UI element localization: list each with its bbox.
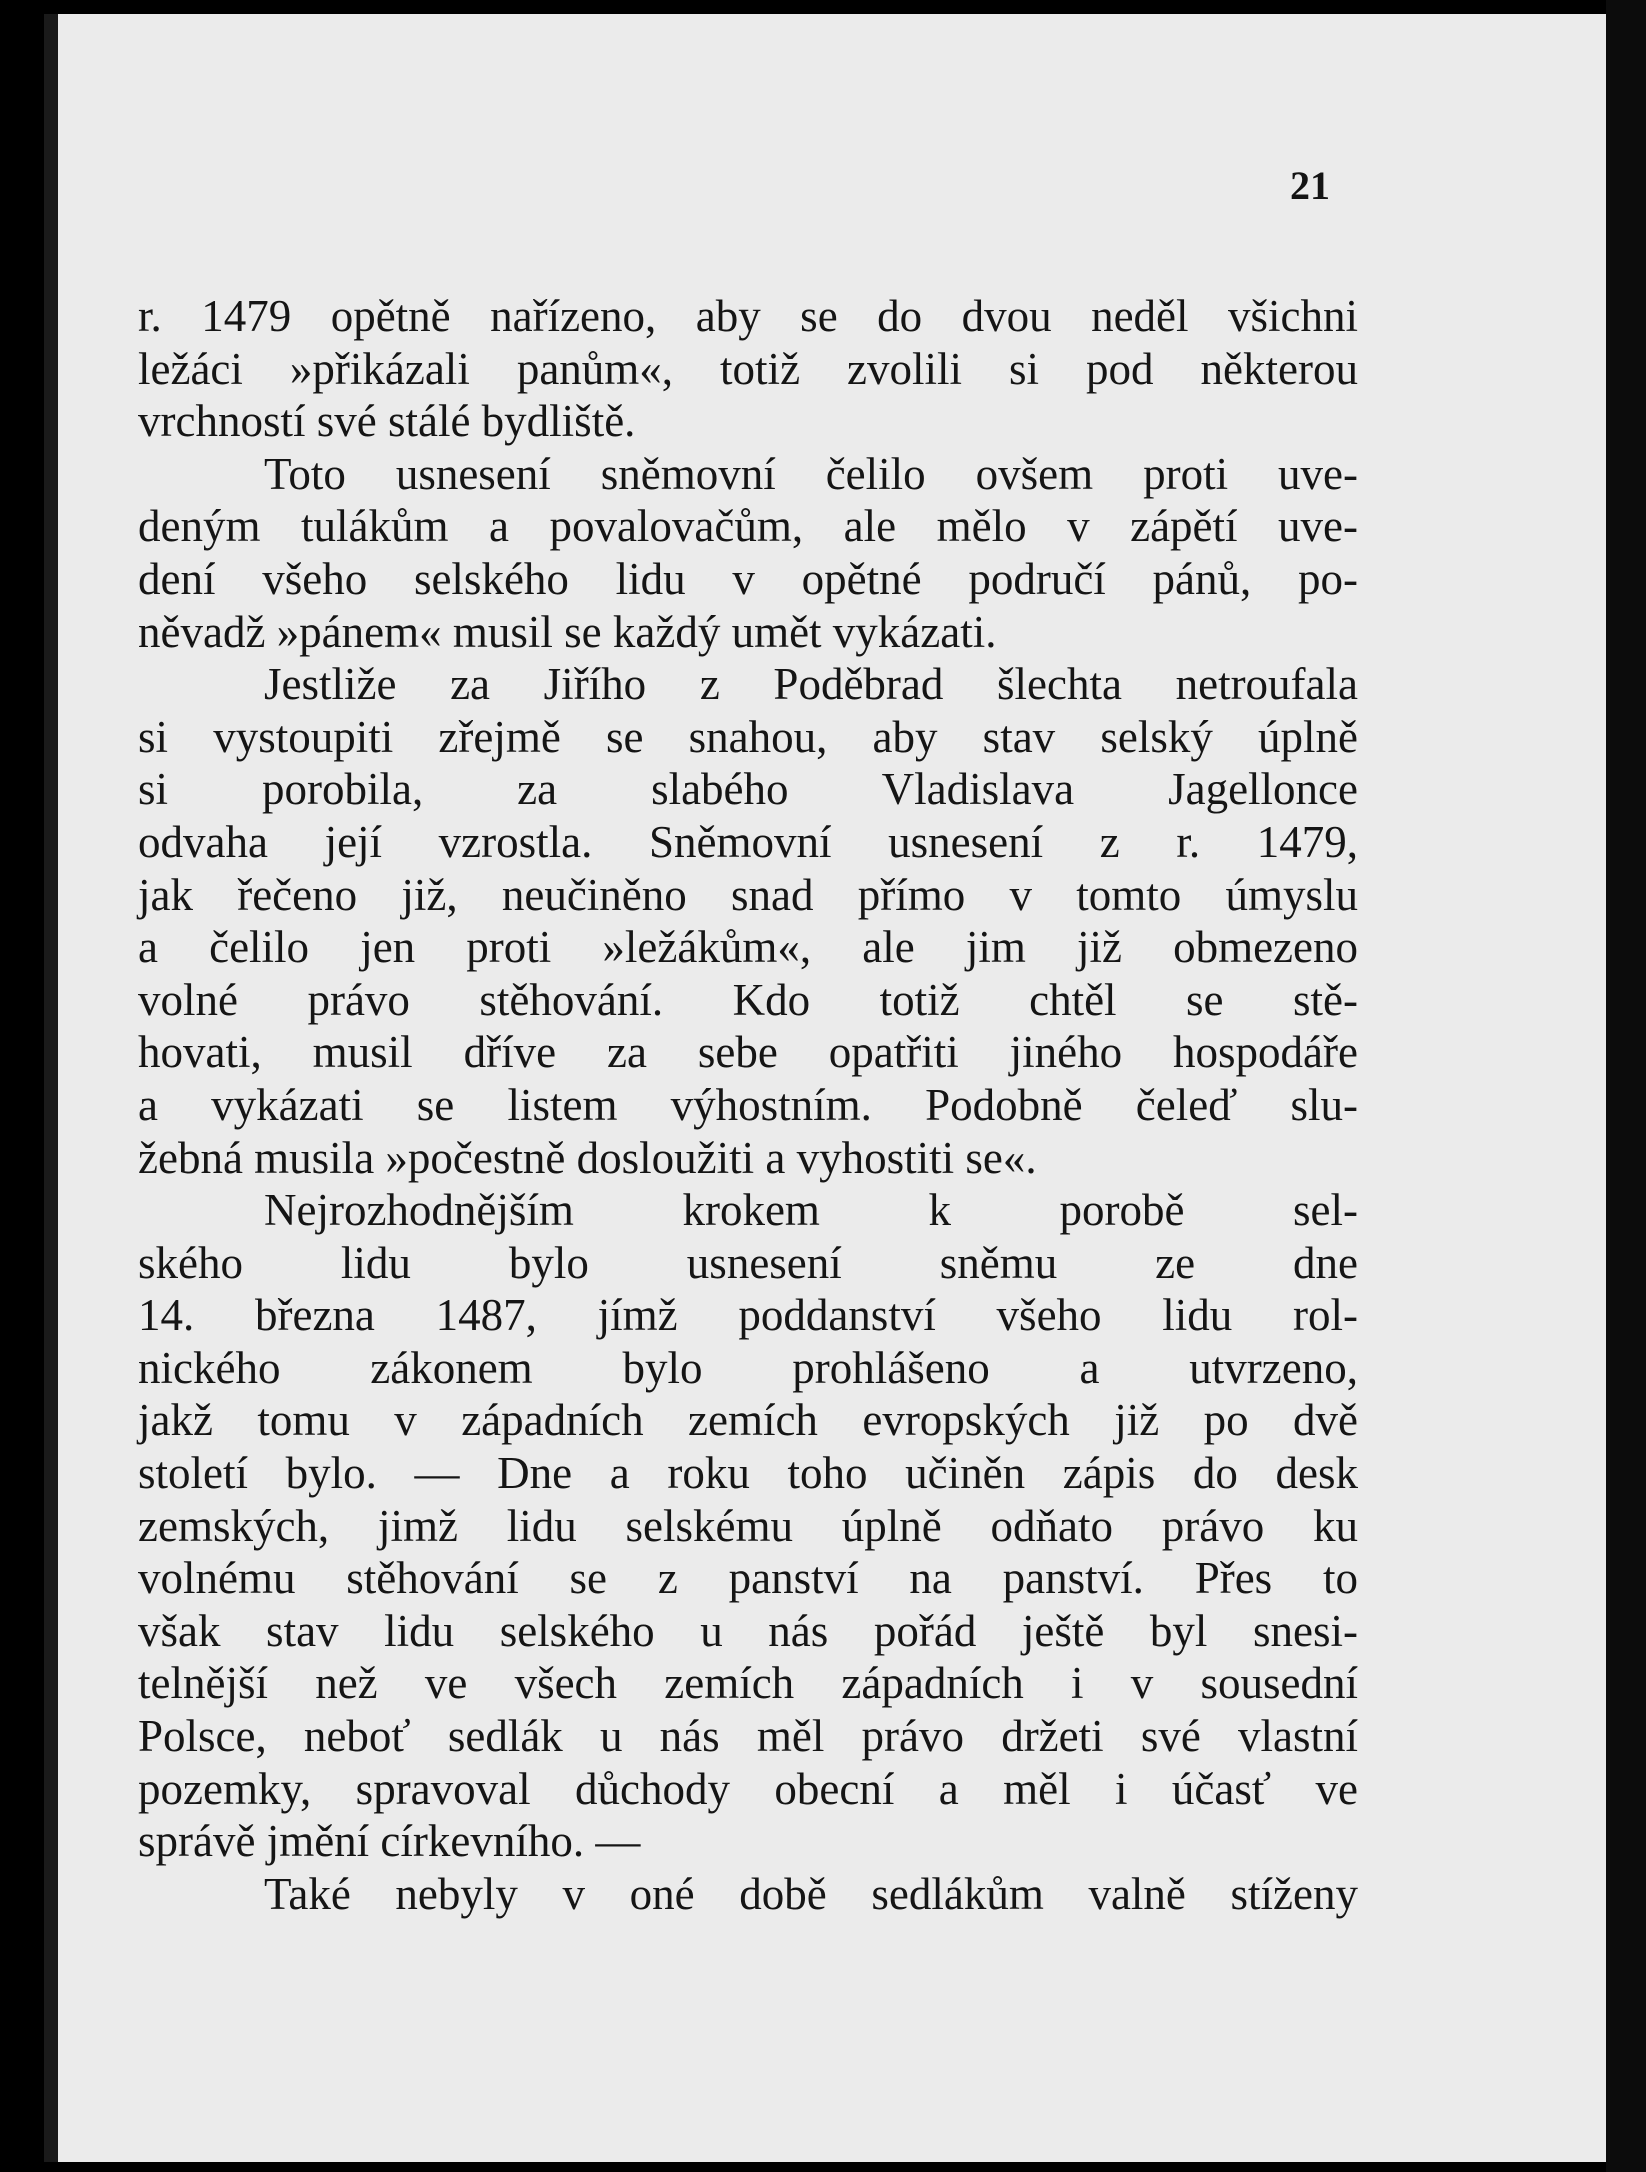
text-line: volnému stěhování se z panství na panství. Přes to xyxy=(138,1553,1358,1604)
text-line: století bylo. — Dne a roku toho učiněn zápis do desk xyxy=(138,1448,1358,1499)
page-left-edge xyxy=(44,14,58,2162)
text-line: dení všeho selského lidu v opětné područí pánů, po- xyxy=(138,553,1358,604)
text-line: Toto usnesení sněmovní čelilo ovšem proti uve- xyxy=(264,448,1358,499)
text-line: si porobila, za slabého Vladislava Jagellonce xyxy=(138,764,1358,815)
text-line: a čelilo jen proti »ležákům«, ale jim již obmezeno xyxy=(138,922,1358,973)
text-line: volné právo stěhování. Kdo totiž chtěl se stě- xyxy=(138,974,1358,1025)
text-line: jakž tomu v západních zemích evropských již po dvě xyxy=(138,1395,1358,1446)
text-line: nického zákonem bylo prohlášeno a utvrzeno, xyxy=(138,1342,1358,1393)
text-line: ského lidu bylo usnesení sněmu ze dne xyxy=(138,1237,1358,1288)
body-text xyxy=(138,290,1358,1920)
text-line: pozemky, spravoval důchody obecní a měl i účasť ve xyxy=(138,1763,1358,1814)
text-line: odvaha její vzrostla. Sněmovní usnesení z r. 1479, xyxy=(138,816,1358,867)
text-line: jak řečeno již, neučiněno snad přímo v tomto úmyslu xyxy=(138,869,1358,920)
page-right-edge xyxy=(1606,0,1646,2172)
text-line: však stav lidu selského u nás pořád ještě byl snesi- xyxy=(138,1605,1358,1656)
text-line: zemských, jimž lidu selskému úplně odňato právo ku xyxy=(138,1500,1358,1551)
text-line: a vykázati se listem výhostním. Podobně čeleď slu- xyxy=(138,1079,1358,1130)
text-line: hovati, musil dříve za sebe opatřiti jiného hospodáře xyxy=(138,1027,1358,1078)
text-line: telnější než ve všech zemích západních i v sousední xyxy=(138,1658,1358,1709)
text-line: žebná musila »počestně dosloužiti a vyhostiti se«. xyxy=(138,1132,1037,1183)
text-line: Jestliže za Jiřího z Poděbrad šlechta netroufala xyxy=(264,659,1358,710)
text-line: r. 1479 opětně nařízeno, aby se do dvou neděl všichni xyxy=(138,291,1358,341)
text-line: něvadž »pánem« musil se každý umět vykázati. xyxy=(138,606,997,657)
text-line: Polsce, neboť sedlák u nás měl právo držeti své vlastní xyxy=(138,1711,1358,1762)
text-line: Také nebyly v oné době sedlákům valně stíženy xyxy=(264,1868,1358,1919)
text-line: správě jmění církevního. — xyxy=(138,1816,641,1867)
text-line: deným tulákům a povalovačům, ale mělo v zápětí uve- xyxy=(138,501,1358,552)
text-line: 14. března 1487, jímž poddanství všeho lidu rol- xyxy=(138,1290,1358,1341)
text-line: si vystoupiti zřejmě se snahou, aby stav selský úplně xyxy=(138,711,1358,762)
text-line: Nejrozhodnějším krokem k porobě sel- xyxy=(264,1185,1358,1236)
page-number: 21 xyxy=(1290,163,1330,208)
text-line: vrchností své stálé bydliště. xyxy=(138,396,636,447)
text-line: ležáci »přikázali panům«, totiž zvolili si pod některou xyxy=(138,343,1358,394)
